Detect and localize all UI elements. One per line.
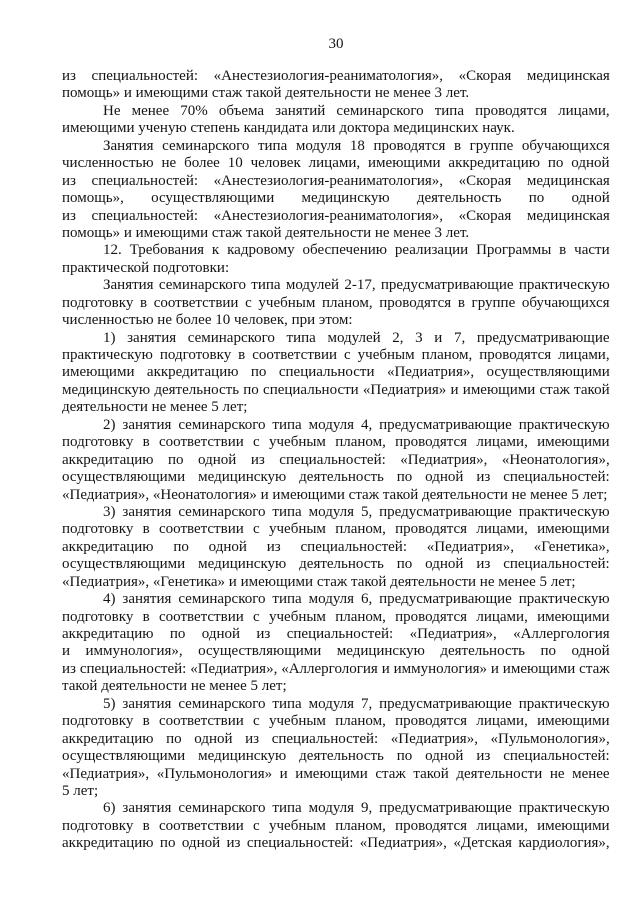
paragraph — [62, 417, 610, 504]
text-line: такой деятельности не менее 5 лет; — [62, 678, 287, 695]
text-line: из специальностей: «Педиатрия», «Аллергология и иммунология» и имеющими стаж — [62, 660, 610, 677]
text-line: медицинскую деятельность по специальности «Педиатрия» и имеющими стаж такой — [62, 381, 610, 398]
text-line: «Педиатрия», «Пульмонология» и имеющими стаж такой деятельности не менее — [62, 765, 610, 782]
paragraph — [62, 330, 610, 417]
text-line: 12. Требования к кадровому обеспечению реализации Программы в части — [103, 242, 610, 259]
text-line: 6) занятия семинарского типа модуля 9, предусматривающие практическую — [103, 800, 610, 817]
text-line: 4) занятия семинарского типа модуля 6, предусматривающие практическую — [103, 591, 610, 608]
paragraph — [62, 504, 610, 591]
text-line: численностью не более 10 человек, при этом: — [62, 312, 353, 329]
text-line: помощь» и имеющими стаж такой деятельности не менее 3 лет. — [62, 224, 470, 241]
text-line: «Педиатрия», «Неонатология» и имеющими стаж такой деятельности не менее 5 лет; — [62, 486, 608, 503]
paragraph — [62, 103, 610, 138]
text-line: аккредитацию по одной из специальностей: «Педиатрия», «Пульмонология», — [62, 730, 610, 747]
text-line: аккредитацию по одной из специальностей: «Педиатрия», «Детская кардиология», — [62, 835, 610, 852]
text-line: «Педиатрия», «Генетика» и имеющими стаж такой деятельности не менее 5 лет; — [62, 573, 576, 590]
paragraph — [62, 277, 610, 329]
text-line: имеющими аккредитацию по специальности «Педиатрия», осуществляющими — [62, 364, 610, 381]
text-line: Занятия семинарского типа модулей 2-17, предусматривающие практическую — [103, 277, 610, 294]
text-line: подготовку в соответствии с учебным планом, проводятся лицами, имеющими — [62, 434, 610, 451]
text-line: из специальностей: «Анестезиология-реаниматология», «Скорая медицинская — [62, 68, 610, 84]
text-line: численностью не более 10 человек лицами, имеющими аккредитацию по одной — [62, 155, 610, 172]
text-line: Не менее 70% объема занятий семинарского типа проводятся лицами, — [103, 102, 610, 119]
text-line: осуществляющими медицинскую деятельность по одной из специальностей: — [62, 748, 610, 765]
text-line: подготовку в соответствии с учебным планом, проводятся лицами, имеющими — [62, 713, 610, 730]
text-line: и иммунология», осуществляющими медицинскую деятельность по одной — [62, 643, 610, 660]
paragraph — [62, 68, 610, 103]
text-line: подготовку в соответствии с учебным планом, проводятся лицами, имеющими — [62, 608, 610, 625]
text-line: 5 лет; — [62, 782, 99, 799]
text-line: осуществляющими медицинскую деятельность по одной из специальностей: — [62, 469, 610, 486]
text-line: аккредитацию по одной из специальностей: «Педиатрия», «Генетика», — [62, 538, 610, 555]
paragraph — [62, 800, 610, 852]
text-line: аккредитацию по одной из специальностей: «Педиатрия», «Аллергология — [62, 626, 610, 642]
text-line: 5) занятия семинарского типа модуля 7, предусматривающие практическую — [103, 695, 610, 712]
paragraph — [62, 242, 610, 277]
text-line: осуществляющими медицинскую деятельность по одной из специальностей: — [62, 556, 610, 573]
text-line: практической подготовки: — [62, 259, 230, 276]
text-line: 1) занятия семинарского типа модулей 2, 3 и 7, предусматривающие — [103, 329, 610, 346]
text-line: помощь» и имеющими стаж такой деятельности не менее 3 лет. — [62, 85, 470, 102]
text-body — [62, 68, 610, 853]
text-line: подготовку в соответствии с учебным планом, проводятся лицами, имеющими — [62, 817, 610, 834]
page-number: 30 — [328, 36, 344, 52]
text-line: практическую подготовку в соответствии с учебным планом, проводятся лицами, — [62, 347, 610, 363]
text-line: из специальностей: «Анестезиология-реаниматология», «Скорая медицинская — [62, 172, 610, 189]
text-line: помощь», осуществляющими медицинскую деятельность по одной — [62, 190, 610, 207]
text-line: 3) занятия семинарского типа модуля 5, предусматривающие практическую — [103, 503, 610, 520]
text-line: имеющими ученую степень кандидата или доктора медицинских наук. — [62, 120, 515, 137]
paragraph — [62, 591, 610, 696]
text-line: Занятия семинарского типа модуля 18 проводятся в группе обучающихся — [103, 137, 610, 154]
text-line: из специальностей: «Анестезиология-реаниматология», «Скорая медицинская — [62, 207, 610, 224]
text-line: 2) занятия семинарского типа модуля 4, предусматривающие практическую — [103, 416, 610, 433]
text-line: подготовку в соответствии с учебным планом, проводятся лицами, имеющими — [62, 521, 610, 538]
paragraph — [62, 138, 610, 243]
text-line: аккредитацию по одной из специальностей: «Педиатрия», «Неонатология», — [62, 451, 610, 468]
text-line: подготовку в соответствии с учебным планом, проводятся в группе обучающихся — [62, 294, 610, 311]
paragraph — [62, 696, 610, 801]
text-line: деятельности не менее 5 лет; — [62, 399, 248, 416]
